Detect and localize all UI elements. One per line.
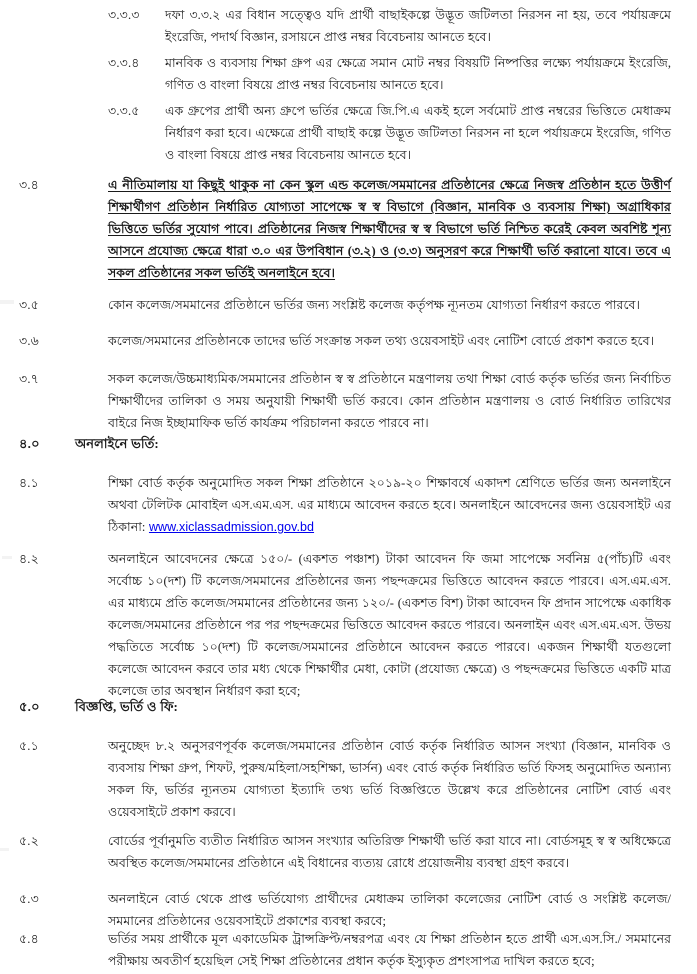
clause-number: ৫.২	[19, 834, 39, 848]
clause-text: কলেজ/সমমানের প্রতিষ্ঠানকে তাদের ভর্তি সংক্রান্ত সকল তথ্য ওয়েবসাইট এবং নোটিশ বোর্ডে প্রকাশ করতে হবে।	[108, 334, 655, 348]
clause-text: এ নীতিমালায় যা কিছুই থাকুক না কেন স্কুল এন্ড কলেজ/সমমানের প্রতিষ্ঠানের ক্ষেত্রে নিজস্ব প্রতিষ্ঠান হতে উত্তীর্ণ শিক্ষার্থীগণ প্রতিষ্ঠান নির্ধারিত যোগ্যতা সাপেক্ষে স্ব স্ব বিভাগে (বিজ্ঞান, মানবিক ও ব্যবসায় শিক্ষা) অগ্রাধিকার ভিত্তিতে ভর্তির সুযোগ পাবে। প্রতিষ্ঠানের নিজস্ব শিক্ষার্থীদের স্ব স্ব বিভাগে ভর্তি নিশ্চিত করেই কেবল অবশিষ্ট শূন্য আসনে প্রযোজ্য ক্ষেত্রে ধারা ৩.০ এর উপবিধান (৩.২) ও (৩.৩) অনুসরণ করে শিক্ষার্থী ভর্তি করানো যাবে। তবে এ সকল প্রতিষ্ঠানের সকল ভর্তিই অনলাইনে হবে।	[108, 178, 671, 280]
clause-text	[108, 472, 671, 538]
clause-5-1	[19, 735, 671, 823]
clause-number: ৩.৩.৫	[108, 104, 140, 118]
clause-number: ৪.২	[19, 552, 39, 566]
section-number: ৫.০	[19, 699, 40, 714]
scan-artifact	[2, 556, 12, 559]
clause-text: অনলাইনে বোর্ড থেকে প্রাপ্ত ভর্তিযোগ্য প্রার্থীদের মেধাক্রম তালিকা কলেজের নোটিশ বোর্ড ও সংশ্লিষ্ট কলেজ/ সমমানের প্রতিষ্ঠানের ওয়েবসাইটে প্রকাশের ব্যবস্থা করবে;	[108, 892, 671, 928]
clause-number: ৫.১	[19, 739, 39, 753]
section-title: অনলাইনে ভর্তি:	[75, 436, 159, 451]
clause-number: ৩.৬	[19, 334, 39, 348]
clause-4-1	[19, 472, 671, 538]
clause-number: ৪.১	[19, 476, 39, 490]
scan-artifact	[0, 848, 9, 851]
clause-text: ভর্তির সময় প্রার্থীকে মূল একাডেমিক ট্রান্সক্রিপ্ট/নম্বরপত্র এবং যে শিক্ষা প্রতিষ্ঠান হতে প্রার্থী এস.এস.সি./ সমমানের পরীক্ষায় অবতীর্ণ হয়েছিল সেই শিক্ষা প্রতিষ্ঠানের প্রধান কর্তৃক ইস্যুকৃত প্রশংসাপত্র দাখিল করতে হবে;	[108, 932, 671, 968]
clause-3-4	[19, 174, 671, 284]
clause-number: ৫.৪	[19, 932, 39, 946]
clause-5-3	[19, 888, 671, 932]
clause-text: অনলাইনে আবেদনের ক্ষেত্রে ১৫০/- (একশত পঞ্চাশ) টাকা আবেদন ফি জমা সাপেক্ষে সর্বনিম্ন ৫(পাঁচ)টি এবং সর্বোচ্চ ১০(দশ) টি কলেজ/সমমানের প্রতিষ্ঠানের জন্য পছন্দক্রমের ভিত্তিতে আবেদন করতে পারবে। এস.এম.এস. এর মাধ্যমে প্রতি কলেজ/সমমানের প্রতিষ্ঠানের জন্য ১২০/- (একশত বিশ) টাকা আবেদন ফি প্রদান সাপেক্ষে একাধিক কলেজ/সমমানের প্রতিষ্ঠানে পর পর পছন্দক্রমের ভিত্তিতে আবেদন করতে পারবে। অনলাইন এবং এস.এম.এস. উভয় পদ্ধতিতে সর্বোচ্চ ১০(দশ) টি কলেজ/সমমানের প্রতিষ্ঠানে আবেদন করতে পারবে। একজন শিক্ষার্থী যতগুলো কলেজে আবেদন করবে তার মধ্য থেকে শিক্ষার্থীর মেধা, কোটা (প্রযোজ্য ক্ষেত্রে) ও পছন্দক্রমের ভিত্তিতে একটি মাত্র কলেজে তার অবস্থান নির্ধারণ করা হবে;	[108, 552, 671, 698]
clause-number: ৩.৭	[19, 372, 39, 386]
clause-text: কোন কলেজ/সমমানের প্রতিষ্ঠানে ভর্তির জন্য সংশ্লিষ্ট কলেজ কর্তৃপক্ষ ন্যূনতম যোগ্যতা নির্ধারণ করতে পারবে।	[108, 298, 641, 312]
section-number: ৪.০	[19, 436, 40, 451]
clause-number: ৩.৩.৪	[108, 56, 140, 70]
clause-3-3-4	[108, 52, 671, 96]
clause-5-2	[19, 830, 671, 874]
clause-3-6	[19, 330, 671, 352]
clause-number: ৩.৪	[19, 178, 39, 192]
clause-5-4	[19, 928, 671, 972]
clause-3-7	[19, 368, 671, 434]
clause-text: দফা ৩.৩.২ এর বিধান সত্ত্বেও যদি প্রার্থী বাছাইকল্পে উদ্ভূত জটিলতা নিরসন না হয়, তবে পর্যায়ক্রমে ইংরেজি, পদার্থ বিজ্ঞান, রসায়নে প্রাপ্ত নম্বর বিবেচনায় আনতে হবে।	[165, 8, 671, 44]
heading-5-0	[19, 696, 671, 718]
section-title: বিজ্ঞপ্তি, ভর্তি ও ফি:	[75, 699, 178, 714]
clause-text: মানবিক ও ব্যবসায় শিক্ষা গ্রুপ এর ক্ষেত্রে সমান মোট নম্বর বিষয়টি নিষ্পত্তির লক্ষ্যে পর্যায়ক্রমে ইংরেজি, গণিত ও বাংলা বিষয়ে প্রাপ্ত নম্বর বিবেচনায় আনতে হবে।	[165, 56, 671, 92]
admission-website-link[interactable]: www.xiclassadmission.gov.bd	[148, 520, 315, 534]
clause-text-run: শিক্ষা বোর্ড কর্তৃক অনুমোদিত সকল শিক্ষা প্রতিষ্ঠানে ২০১৯-২০ শিক্ষাবর্ষে একাদশ শ্রেণিতে ভর্তির জন্য অনলাইনে অথবা টেলিটক মোবাইল এস.এম.এস. এর মাধ্যমে আবেদন করতে হবে। অনলাইনে আবেদনের জন্য ওয়েবসাইট এর ঠিকানা:	[108, 476, 671, 534]
clause-text: অনুচ্ছেদ ৮.২ অনুসরণপূর্বক কলেজ/সমমানের প্রতিষ্ঠান বোর্ড কর্তৃক নির্ধারিত আসন সংখ্যা (বিজ্ঞান, মানবিক ও ব্যবসায় শিক্ষা গ্রুপ, শিফট, পুরুষ/মহিলা/সহশিক্ষা, ভার্সন) এবং বোর্ড কর্তৃক নির্ধারিত ভর্তি ফিসহ অনুমোদিত অন্যান্য সকল ফি, ভর্তির ন্যূনতম যোগ্যতা ইত্যাদি তথ্য ভর্তি বিজ্ঞপ্তিতে উল্লেখ করে প্রতিষ্ঠানের নোটিশ বোর্ড এবং ওয়েবসাইটে প্রকাশ করবে।	[108, 739, 671, 819]
clause-3-3-3	[108, 4, 671, 48]
heading-4-0	[19, 433, 671, 455]
clause-text: সকল কলেজ/উচ্চমাধ্যমিক/সমমানের প্রতিষ্ঠান স্ব স্ব প্রতিষ্ঠানে মন্ত্রণালয় তথা শিক্ষা বোর্ড কর্তৃক ভর্তির জন্য নির্বাচিত শিক্ষার্থীদের তালিকা ও সময় অনুযায়ী শিক্ষার্থী ভর্তি করবে। কোন প্রতিষ্ঠান মন্ত্রণালয় ও বোর্ড নির্ধারিত তারিখের বাইরে নিজ ইচ্ছামাফিক ভর্তি কার্যক্রম পরিচালনা করতে পারবে না।	[108, 372, 671, 430]
clause-number: ৩.৩.৩	[108, 8, 140, 22]
clause-3-3-5	[108, 100, 671, 166]
scan-artifact	[0, 300, 14, 304]
clause-3-5	[19, 294, 671, 316]
clause-text: বোর্ডের পূর্বানুমতি ব্যতীত নির্ধারিত আসন সংখ্যার অতিরিক্ত শিক্ষার্থী ভর্তি করা যাবে না। বোর্ডসমূহ স্ব স্ব অধিক্ষেত্রে অবস্থিত কলেজ/সমমানের প্রতিষ্ঠানে এই বিধানের ব্যত্যয় রোধে প্রয়োজনীয় ব্যবস্থা গ্রহণ করবে।	[108, 834, 671, 870]
clause-4-2	[19, 548, 671, 702]
clause-number: ৫.৩	[19, 892, 39, 906]
clause-text: এক গ্রুপের প্রার্থী অন্য গ্রুপে ভর্তির ক্ষেত্রে জি.পি.এ একই হলে সর্বমোট প্রাপ্ত নম্বরের ভিত্তিতে মেধাক্রম নির্ধারণ করা হবে। এক্ষেত্রে প্রার্থী বাছাই কল্পে উদ্ভূত জটিলতা নিরসন না হলে পর্যায়ক্রমে ইংরেজি, গণিত ও বাংলা বিষয়ে প্রাপ্ত নম্বর বিবেচনায় আনতে হবে।	[165, 104, 671, 162]
clause-number: ৩.৫	[19, 298, 39, 312]
